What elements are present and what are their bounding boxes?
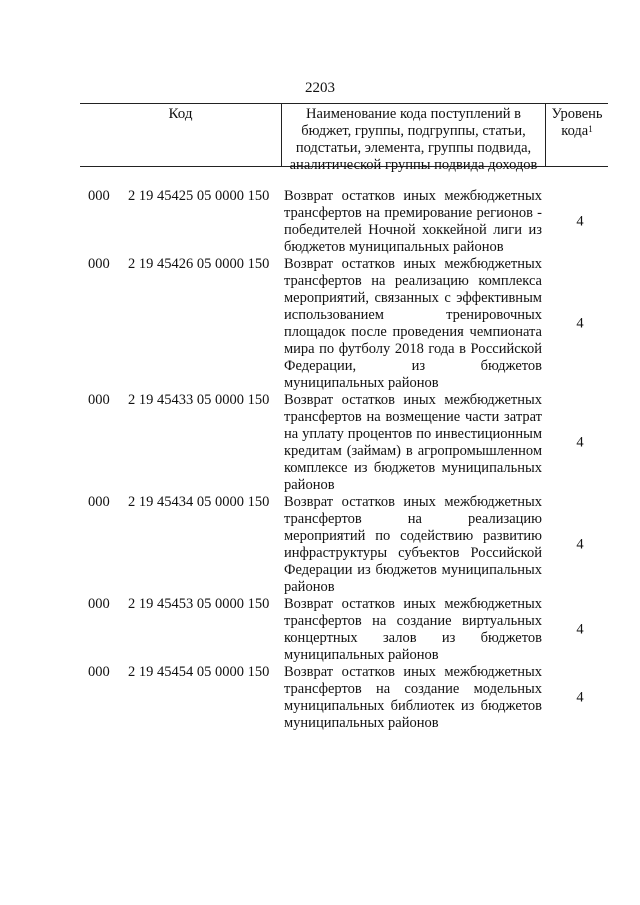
- row-level: 4: [576, 315, 584, 332]
- header-code: Код: [168, 106, 193, 122]
- row-name: Возврат остатков иных межбюджетных трансфертов на возмещение части затрат на уплату процентов по инвестиционным кредитам (займам) в агропромышленном комплексе из бюджетов муниципальных районов: [284, 392, 542, 493]
- table-row: [0, 596, 640, 664]
- row-code: 2 19 45454 05 0000 150: [128, 664, 270, 680]
- row-level: 4: [576, 434, 584, 451]
- row-code: 2 19 45425 05 0000 150: [128, 188, 270, 204]
- table-row: [0, 664, 640, 732]
- row-name: Возврат остатков иных межбюджетных трансфертов на реализацию мероприятий по содействию развитию инфраструктуры субъектов Российской Федерации из бюджетов муниципальных районов: [284, 494, 542, 595]
- page-number: 2203: [305, 80, 335, 96]
- row-prefix: 000: [88, 256, 110, 272]
- header-level-label: Уровень кода: [551, 106, 603, 139]
- row-prefix: 000: [88, 392, 110, 408]
- header-level: [546, 106, 608, 140]
- table-body: [0, 188, 640, 732]
- row-prefix: 000: [88, 596, 110, 612]
- row-prefix: 000: [88, 494, 110, 510]
- row-prefix: 000: [88, 664, 110, 680]
- table-row: [0, 392, 640, 494]
- header-name: Наименование кода поступлений в бюджет, группы, подгруппы, статьи, подстатьи, элемента, группы подвида, аналитической группы подвида доходов: [289, 106, 538, 173]
- row-name: Возврат остатков иных межбюджетных трансфертов на создание виртуальных концертных залов из бюджетов муниципальных районов: [284, 596, 542, 663]
- table-row: [0, 188, 640, 256]
- row-level: 4: [576, 213, 584, 230]
- row-name: Возврат остатков иных межбюджетных трансфертов на премирование регионов - победителей Ночной хоккейной лиги из бюджетов муниципальных районов: [284, 188, 542, 255]
- row-level: 4: [576, 689, 584, 706]
- row-name: Возврат остатков иных межбюджетных трансфертов на реализацию комплекса мероприятий, связанных с эффективным использованием тренировочных площадок после проведения чемпионата мира по футболу 2018 года в Российской Федерации, из бюджетов муниципальных районов: [284, 256, 542, 391]
- header-level-footnote: 1: [588, 124, 593, 134]
- row-code: 2 19 45434 05 0000 150: [128, 494, 270, 510]
- row-code: 2 19 45453 05 0000 150: [128, 596, 270, 612]
- row-level: 4: [576, 536, 584, 553]
- table-row: [0, 256, 640, 392]
- row-level: 4: [576, 621, 584, 638]
- row-code: 2 19 45433 05 0000 150: [128, 392, 270, 408]
- row-code: 2 19 45426 05 0000 150: [128, 256, 270, 272]
- row-name: Возврат остатков иных межбюджетных трансфертов на создание модельных муниципальных библиотек из бюджетов муниципальных районов: [284, 664, 542, 731]
- table-header: [80, 103, 608, 173]
- table-row: [0, 494, 640, 596]
- row-prefix: 000: [88, 188, 110, 204]
